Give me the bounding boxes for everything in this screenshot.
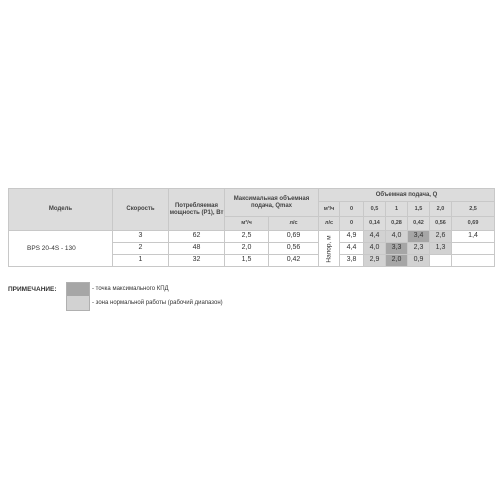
header-unit-m3h: м³/ч: [319, 202, 340, 217]
speed-cell: 1: [113, 255, 169, 267]
normal-range-label: - зона нормальной работы (рабочий диапазон): [92, 300, 223, 306]
header-max-flow: Максимальная объемная подача, Qmax: [225, 189, 319, 217]
qmax-ls-cell: 0,69: [269, 231, 319, 243]
head-cell: 3,8: [340, 255, 364, 267]
head-cell: [430, 255, 452, 267]
header-flow-m3h: 0,5: [364, 202, 386, 217]
header-flow-ls: 0: [340, 217, 364, 231]
header-model: Модель: [9, 189, 113, 231]
power-cell: 62: [169, 231, 225, 243]
model-name: BPS 20-4S - 130: [9, 231, 113, 267]
head-cell: 3,4: [408, 231, 430, 243]
header-flow-ls: 0,69: [452, 217, 495, 231]
header-flow-m3h: 1,5: [408, 202, 430, 217]
normal-range-swatch: [66, 296, 90, 311]
head-cell: 4,4: [364, 231, 386, 243]
power-cell: 32: [169, 255, 225, 267]
head-cell: 0,9: [408, 255, 430, 267]
header-flow-m3h: 2,0: [430, 202, 452, 217]
header-flow-m3h: 2,5: [452, 202, 495, 217]
header-flow-ls: 0,14: [364, 217, 386, 231]
header-unit-ls: л/с: [319, 217, 340, 231]
head-cell: [452, 255, 495, 267]
head-cell: 1,4: [452, 231, 495, 243]
header-max-flow-unit-m3h: м³/ч: [225, 217, 269, 231]
max-efficiency-label: - точка максимального КПД: [92, 286, 169, 292]
head-cell: 2,0: [386, 255, 408, 267]
power-cell: 48: [169, 243, 225, 255]
qmax-m3h-cell: 1,5: [225, 255, 269, 267]
speed-cell: 2: [113, 243, 169, 255]
head-cell: 1,3: [430, 243, 452, 255]
head-cell: 2,3: [408, 243, 430, 255]
header-flow-ls: 0,28: [386, 217, 408, 231]
header-power: Потребляемая мощность (P1), Вт: [169, 189, 225, 231]
header-flow-ls: 0,56: [430, 217, 452, 231]
legend-title: ПРИМЕЧАНИЕ:: [8, 286, 57, 293]
qmax-ls-cell: 0,42: [269, 255, 319, 267]
head-cell: 4,9: [340, 231, 364, 243]
table-row: [9, 231, 495, 243]
qmax-ls-cell: 0,56: [269, 243, 319, 255]
head-cell: 2,9: [364, 255, 386, 267]
head-cell: [452, 243, 495, 255]
header-max-flow-unit-ls: л/с: [269, 217, 319, 231]
header-flow-m3h: 0: [340, 202, 364, 217]
header-flow: Объемная подача, Q: [319, 189, 495, 202]
qmax-m3h-cell: 2,5: [225, 231, 269, 243]
head-cell: 3,3: [386, 243, 408, 255]
speed-cell: 3: [113, 231, 169, 243]
pump-spec-table: [8, 188, 495, 267]
qmax-m3h-cell: 2,0: [225, 243, 269, 255]
header-flow-ls: 0,42: [408, 217, 430, 231]
head-cell: 4,0: [364, 243, 386, 255]
head-cell: 4,0: [386, 231, 408, 243]
head-cell: 2,6: [430, 231, 452, 243]
head-label: Напор, м: [319, 231, 340, 267]
head-cell: 4,4: [340, 243, 364, 255]
header-flow-m3h: 1: [386, 202, 408, 217]
header-speed: Скорость: [113, 189, 169, 231]
